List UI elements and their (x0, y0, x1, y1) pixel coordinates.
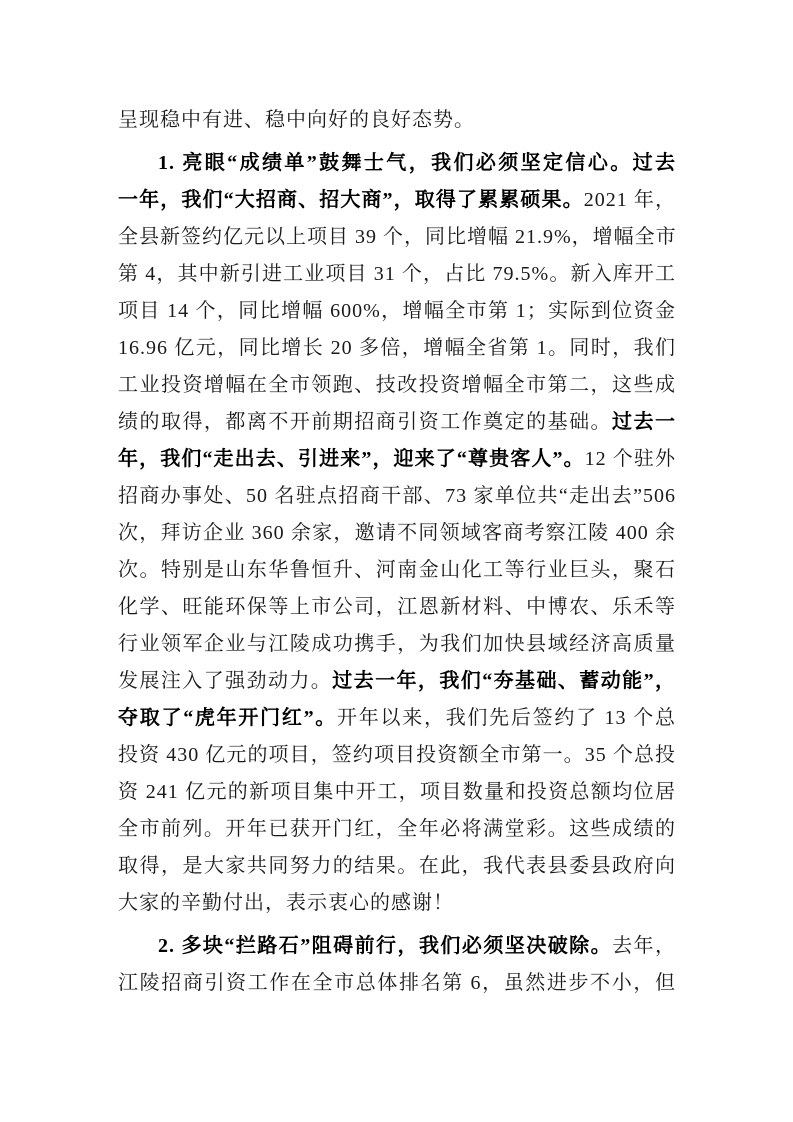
text-line (118, 404, 676, 441)
text-line (118, 848, 676, 885)
body-text: 次。特别是山东华鲁恒升、河南金山化工等行业巨头，聚石 (118, 559, 676, 581)
body-text: 工业投资增幅在全市领跑、技改投资增幅全市第二，这些成 (118, 374, 676, 396)
text-line (118, 441, 676, 478)
text-line (118, 182, 676, 219)
body-text: 化学、旺能环保等上市公司，江恩新材料、中博农、乐禾等 (118, 596, 676, 618)
body-text: 16.96 亿元，同比增长 20 多倍，增幅全省第 1。同时，我们 (118, 337, 676, 359)
text-line (118, 700, 676, 737)
bold-text: 年，我们“走出去、引进来”，迎来了“尊贵客人”。 (118, 448, 585, 470)
body-text: 开年以来，我们先后签约了 13 个总 (337, 707, 677, 729)
text-line (118, 885, 676, 922)
body-text: 次，拜访企业 360 余家，邀请不同领域客商考察江陵 400 余 (118, 522, 676, 544)
body-text: 江陵招商引资工作在全市总体排名第 6，虽然进步不小，但 (118, 972, 676, 994)
body-text: 投资 430 亿元的项目，签约项目投资额全市第一。35 个总投 (118, 744, 676, 766)
text-line (118, 626, 676, 663)
text-line (118, 552, 676, 589)
bold-text: 1. 亮眼“成绩单”鼓舞士气，我们必须坚定信心。过去 (158, 152, 676, 174)
body-text: 大家的辛勤付出，表示衷心的感谢！ (118, 892, 454, 914)
text-line (118, 367, 676, 404)
body-text: 取得，是大家共同努力的结果。在此，我代表县委县政府向 (118, 855, 676, 877)
body-text: 绩的取得，都离不开前期招商引资工作奠定的基础。 (118, 411, 613, 433)
bold-text: 夺取了“虎年开门红”。 (118, 707, 338, 729)
text-line (118, 478, 676, 515)
text-line (118, 737, 676, 774)
body-text: 行业领军企业与江陵成功携手，为我们加快县域经济高质量 (118, 633, 676, 655)
text-line (118, 219, 676, 256)
body-text: 资 241 亿元的新项目集中开工，项目数量和投资总额均位居 (118, 781, 676, 803)
text-line (118, 811, 676, 848)
document-page (118, 102, 676, 1002)
bold-text: 过去一年，我们“夯基础、蓄动能”， (332, 670, 677, 692)
body-text: 全市前列。开年已获开门红，全年必将满堂彩。这些成绩的 (118, 818, 676, 840)
text-line (118, 515, 676, 552)
body-text: 招商办事处、50 名驻点招商干部、73 家单位共“走出去”506 (118, 485, 676, 507)
text-line (118, 774, 676, 811)
body-text: 去年， (612, 935, 677, 957)
text-line (118, 928, 676, 965)
text-line (118, 293, 676, 330)
text-line (118, 330, 676, 367)
text-line (118, 965, 676, 1002)
body-text: 第 4，其中新引进工业项目 31 个，占比 79.5%。新入库开工 (118, 263, 676, 285)
text-line (118, 663, 676, 700)
bold-text: 一年，我们“大招商、招大商”，取得了累累硕果。 (118, 189, 584, 211)
text-line (118, 145, 676, 182)
bold-text: 过去一 (612, 411, 677, 433)
body-text: 呈现稳中有进、稳中向好的良好态势。 (118, 109, 475, 131)
text-line (118, 256, 676, 293)
body-text: 2021 年， (583, 189, 677, 211)
bold-text: 2. 多块“拦路石”阻碍前行，我们必须坚决破除。 (158, 935, 613, 957)
text-line (118, 102, 676, 139)
body-text: 项目 14 个，同比增幅 600%，增幅全市第 1；实际到位资金 (118, 300, 676, 322)
body-text: 12 个驻外 (584, 448, 677, 470)
body-text: 全县新签约亿元以上项目 39 个，同比增幅 21.9%，增幅全市 (118, 226, 677, 248)
text-line (118, 589, 676, 626)
body-text: 发展注入了强劲动力。 (118, 670, 333, 692)
